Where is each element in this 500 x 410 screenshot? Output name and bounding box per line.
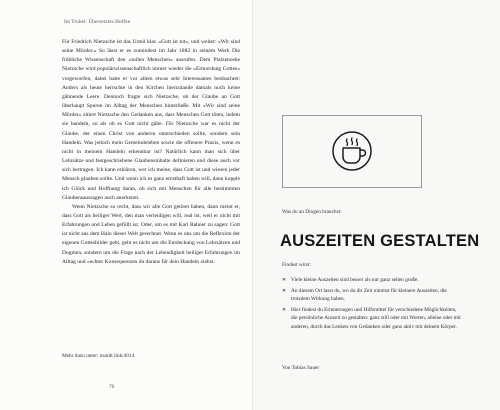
cross-bullet-icon: ✕: [282, 277, 287, 283]
coffee-cup-icon: [330, 129, 374, 173]
body-paragraph-1: Für Friedrich Nietzsche ist das Urteil klar. »Gott ist tot«, und weiter: »Wir sind seine Mörder.« So lässt er es zumindest im Jahr 1882 in seinem Werk Die fröhliche Wissenschaft den »tollen Menschen« ausrufen. Dem Platzenoshe Nietzsche wird populärwissenschaftlich immer wieder die »Ermordung Gottes« vorgeworfen, dabei hatte er vor allem etwas sehr Interessantes beobachtet: Anders als heute herrschte in den Kirchen hierzulande damals noch keine gähnende Leere. Dennoch fragte sich Nietzsche, ob der Glaube an Gott überhaupt Spuren im Alltag der Menschen hinterließe. Mit »Wir sind seine Mörder« zitiert Nietzsche den Gedanken aus, dass Menschen Gott töten, indem sie handeln, so als ob es Gott nicht gäbe. Für Nietzsche war es nicht der Glaube, der einen Christ von anderen unterschieden sollte, sondern sein Handeln. Was jedoch mein Gemeindeleben sowie die offenere Praxis, wenn es nicht in meinem Handeln erkennbar ist? Natürlich kann man sich über Lehrsätze und festgeschriebene Glaubensinhalte definieren und diese auch vor sich hertragen. Ich kann erklären, wer ich meine, dass Gott ist und wiesen jeder Mensch glauben sollte. Und wenn ich es ganz ernsthaft haben will, dann kopple ich Glück und Hoffnung daran, ob sich mit Menschen für alle bestimmten Glaubensaussagen auch anerkennt.: [62, 39, 240, 201]
more-info-link[interactable]: Mehr dazu unter: nsardt.link/4014: [62, 353, 135, 359]
body-paragraph-2: Wenn Nietzsche so recht, dass wir alle Gott getötet haben, dann meint er, dass Gott als heiliger Wert, den man verteidigen will, real ist, weil er nicht mit Erfahrungen und Leben gefüllt ist. Oder, um es mit Karl Rahner zu sagen: Gott ist nicht aus dem Halo dieser Welt gerechnet. Wenn es uns um die Reflexion der eigenen Gottesbilder geht, geht es nicht um die Entdeckung von Lehrsätzen und Dogmen, sondern um die Frage nach der Lebendigkeit heiliger Erfahrungen im Alltag und »echter Konsequenzen du daraus für dein Handeln ziehst.: [62, 203, 240, 265]
running-head: Im Trubel: Übersetztes Hoffen: [64, 19, 131, 25]
cross-bullet-icon: ✕: [282, 287, 287, 294]
list-item: [282, 287, 464, 304]
intro-line: Was du an Dingen brauchst:: [282, 209, 342, 215]
bullet-list: [282, 276, 464, 334]
author-credit: Von Tobias Sauer: [282, 365, 320, 371]
list-item-text: Hier findest du Erinnerungen und Hilfsmittel für verschiedene Möglichkeiten, die persönliche Auszeit zu gestalten: ganz still oder mit Worten, alleine oder mit anderen, durch das Lenken von Gedanken oder ganz aktiv mit deinem Körper.: [291, 306, 461, 330]
cross-bullet-icon: ✕: [282, 306, 287, 313]
right-page: [252, 0, 500, 410]
find-line: Findest wirst:: [282, 262, 311, 268]
list-item: [282, 276, 464, 285]
list-item-text: Viele kleine Auszeiten sind besser als nur ganz selten große.: [291, 277, 419, 283]
list-item-text: An diesem Ort lasst du, wo du dir Zeit nimmst für kleinere Auszeiten, die trotzdem Wirkung haben.: [291, 287, 447, 303]
list-item: [282, 306, 464, 332]
body-text: [62, 38, 240, 267]
feature-title: AUSZEITEN GESTALTEN: [280, 232, 480, 250]
page-number: 76: [109, 384, 115, 390]
